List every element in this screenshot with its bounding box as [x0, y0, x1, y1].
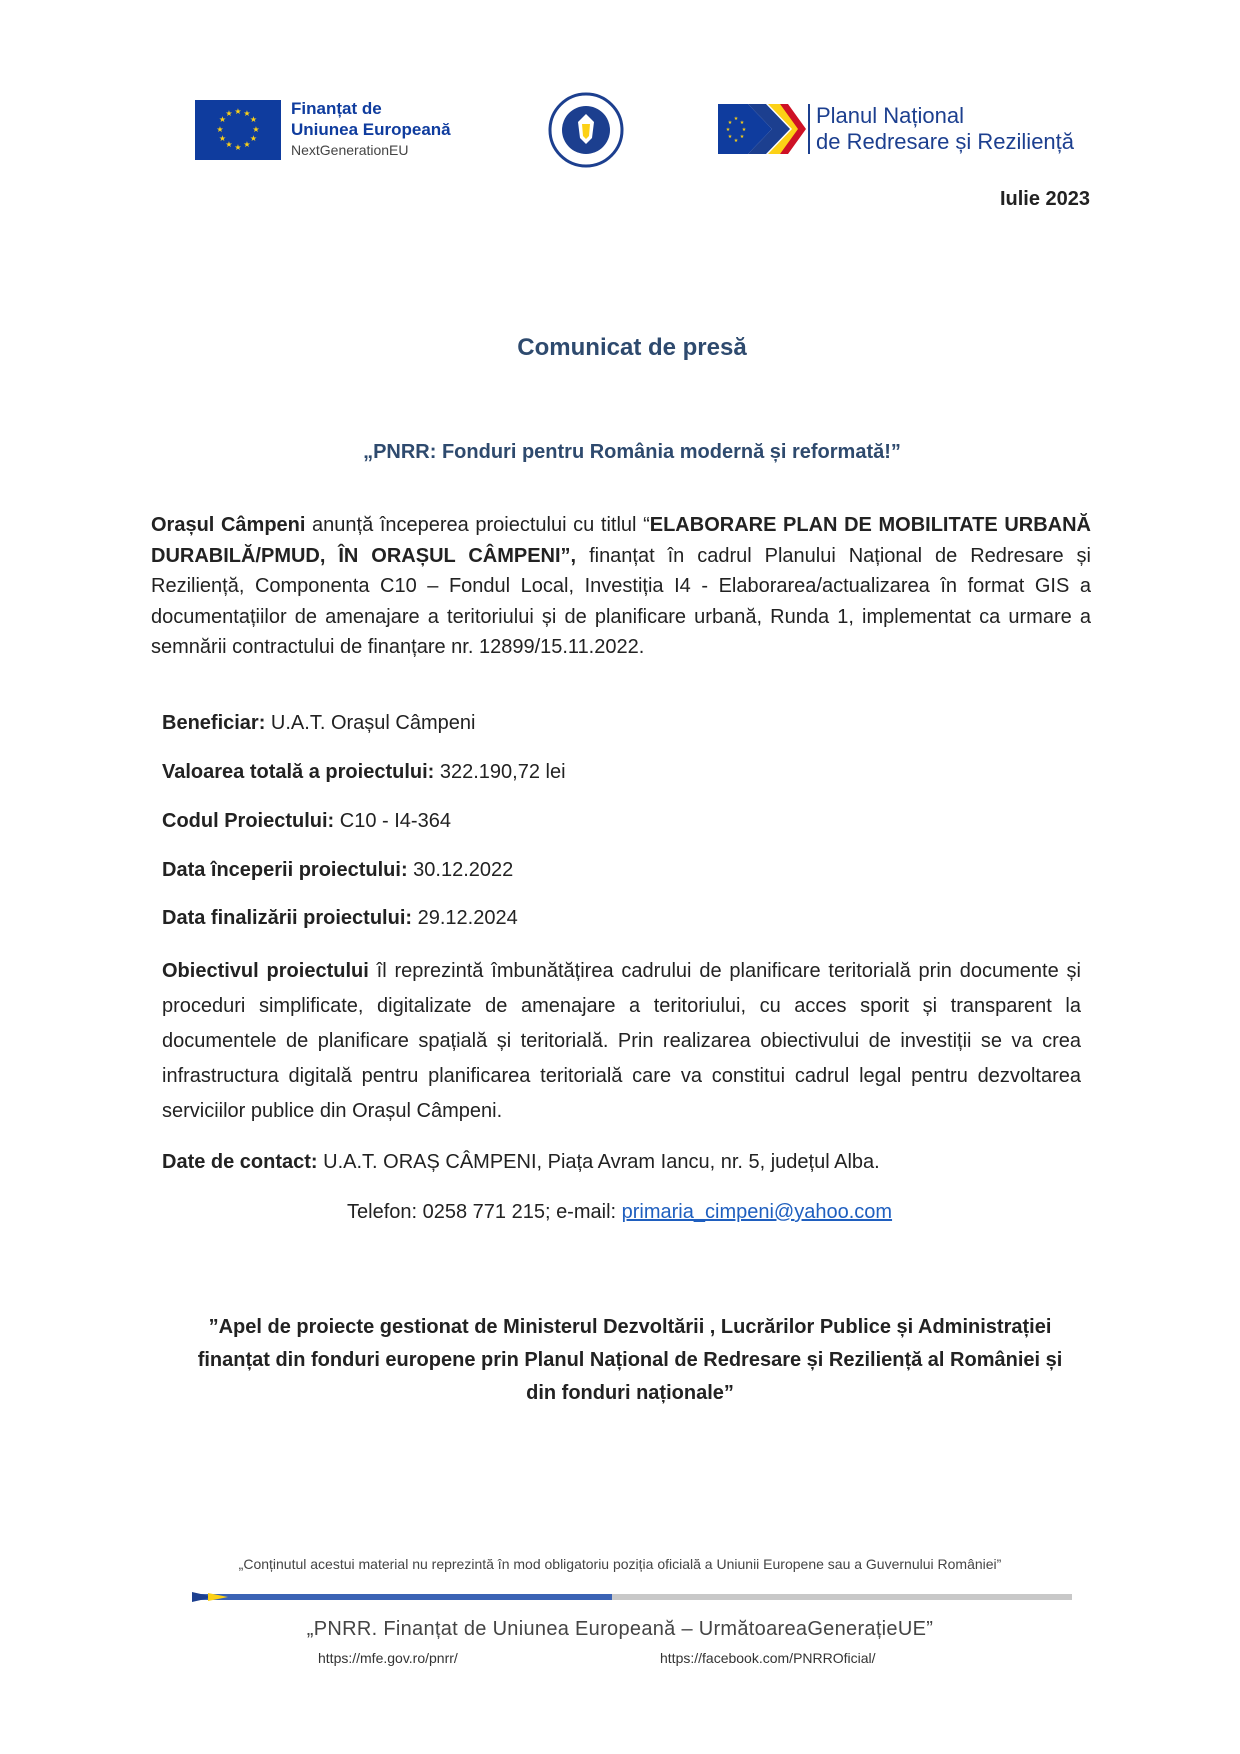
- objective-label: Obiectivul proiectului: [162, 960, 369, 982]
- field-value: 29.12.2024: [412, 907, 518, 929]
- apel-statement: ”Apel de proiecte gestionat de Ministerul Dezvoltării , Lucrărilor Publice și Administrației finanțat din fonduri europene prin Planul Național de Redresare și Reziliență al României și din fonduri naționale”: [197, 1316, 1063, 1404]
- eu-logo-line1: Finanțat de: [291, 99, 382, 118]
- footer-link-facebook[interactable]: https://facebook.com/PNRROficial/: [660, 1650, 876, 1666]
- document-date: Iulie 2023: [999, 188, 1090, 210]
- intro-text2: finanțat în cadrul Planului Național de Redresare și Reziliență, Componenta C10 – Fondul Local, Investiția I4 - Elaborarea/actualizarea în format GIS a documentațiilor de amenajare a teritoriului și de planificare urbană, Runda 1, implementat ca urmare a semnării contractului de finanțare nr. 12899/15.11.2022.: [151, 544, 1092, 658]
- contact-line: [162, 1151, 880, 1174]
- svg-text:★: ★: [218, 114, 227, 124]
- footer-link-mfe[interactable]: https://mfe.gov.ro/pnrr/: [318, 1650, 458, 1666]
- svg-text:★: ★: [725, 127, 731, 133]
- government-seal-icon: [548, 92, 624, 168]
- field-valoare: [162, 761, 566, 784]
- pnrr-logo-line1: Planul Național: [816, 103, 964, 128]
- svg-text:★: ★: [234, 142, 242, 152]
- svg-text:★: ★: [733, 116, 739, 122]
- field-data-incepere: [162, 859, 513, 882]
- field-label: Codul Proiectului:: [162, 810, 335, 832]
- svg-text:★: ★: [252, 124, 260, 134]
- objective-text: îl reprezintă îmbunătățirea cadrului de planificare teritorială prin documente și proceduri simplificate, digitalizate de amenajare a teritoriului, cu acces sporit și transparent la documentele de planificare spațială și teritorială. Prin realizarea obiectivului de investiții se va crea infrastructura digitală pentru planificarea teritorială care va constitui cadrul legal pentru dezvoltarea serviciilor publice din Orașul Câmpeni.: [162, 960, 1081, 1122]
- field-label: Beneficiar:: [162, 712, 266, 734]
- svg-text:★: ★: [727, 120, 733, 126]
- contact-phone-email: [347, 1201, 892, 1224]
- eu-logo-line2: Uniunea Europeană: [291, 120, 451, 139]
- field-beneficiar: [162, 712, 475, 735]
- svg-text:★: ★: [234, 106, 242, 116]
- contact-label: Date de contact:: [162, 1151, 318, 1173]
- svg-text:★: ★: [249, 133, 258, 143]
- svg-text:★: ★: [218, 133, 227, 143]
- footer-bar-icon: [192, 1589, 1072, 1599]
- svg-text:★: ★: [727, 134, 733, 140]
- svg-text:★: ★: [733, 138, 739, 144]
- email-link[interactable]: primaria_cimpeni@yahoo.com: [621, 1201, 893, 1223]
- svg-text:★: ★: [249, 114, 258, 124]
- svg-text:★: ★: [225, 139, 233, 149]
- pnrr-logo-line2: de Redresare și Reziliență: [816, 129, 1075, 154]
- field-label: Data începerii proiectului:: [162, 859, 408, 881]
- contact-phone: Telefon: 0258 771 215; e-mail:: [347, 1201, 622, 1223]
- field-label: Valoarea totală a proiectului:: [162, 761, 435, 783]
- svg-text:★: ★: [216, 124, 224, 134]
- field-value: C10 - I4-364: [334, 810, 451, 832]
- intro-text1: anunță începerea proiectului cu titlul “: [305, 514, 650, 536]
- svg-text:★: ★: [741, 127, 747, 133]
- field-cod: [162, 810, 451, 833]
- svg-text:★: ★: [225, 108, 233, 118]
- field-value: U.A.T. Orașul Câmpeni: [265, 712, 476, 734]
- svg-text:★: ★: [243, 108, 251, 118]
- eu-logo-line3: NextGenerationEU: [291, 142, 409, 158]
- field-label: Data finalizării proiectului:: [162, 907, 413, 929]
- objective-paragraph: [162, 954, 1081, 1129]
- eu-flag-icon: [195, 100, 281, 160]
- field-value: 322.190,72 lei: [434, 761, 566, 783]
- footer-disclaimer: „Conținutul acestui material nu reprezintă în mod obligatoriu poziția oficială a Uniunii Europene sau a Guvernului României”: [238, 1556, 1002, 1572]
- field-data-finalizare: [162, 907, 518, 930]
- eu-logo: [195, 98, 451, 161]
- page-subtitle: „PNRR: Fonduri pentru România modernă și reformată!”: [363, 441, 901, 463]
- pnrr-logo: [718, 100, 1074, 158]
- intro-org: Orașul Câmpeni: [151, 514, 306, 536]
- field-value: 30.12.2022: [407, 859, 514, 881]
- svg-text:★: ★: [243, 139, 251, 149]
- contact-address: U.A.T. ORAȘ CÂMPENI, Piața Avram Iancu, nr. 5, județul Alba.: [317, 1151, 880, 1173]
- project-title: ELABORARE PLAN DE MOBILITATE URBANĂ DURABILĂ/PMUD, ÎN ORAȘUL CÂMPENI”,: [151, 514, 1091, 567]
- pnrr-arrow-icon: [718, 100, 806, 158]
- svg-text:★: ★: [739, 134, 745, 140]
- svg-text:★: ★: [739, 120, 745, 126]
- intro-paragraph: [151, 510, 1091, 663]
- page-title: Comunicat de presă: [517, 334, 747, 361]
- footer-slogan: „PNRR. Finanțat de Uniunea Europeană – UrmătoareaGenerațieUE”: [306, 1618, 934, 1640]
